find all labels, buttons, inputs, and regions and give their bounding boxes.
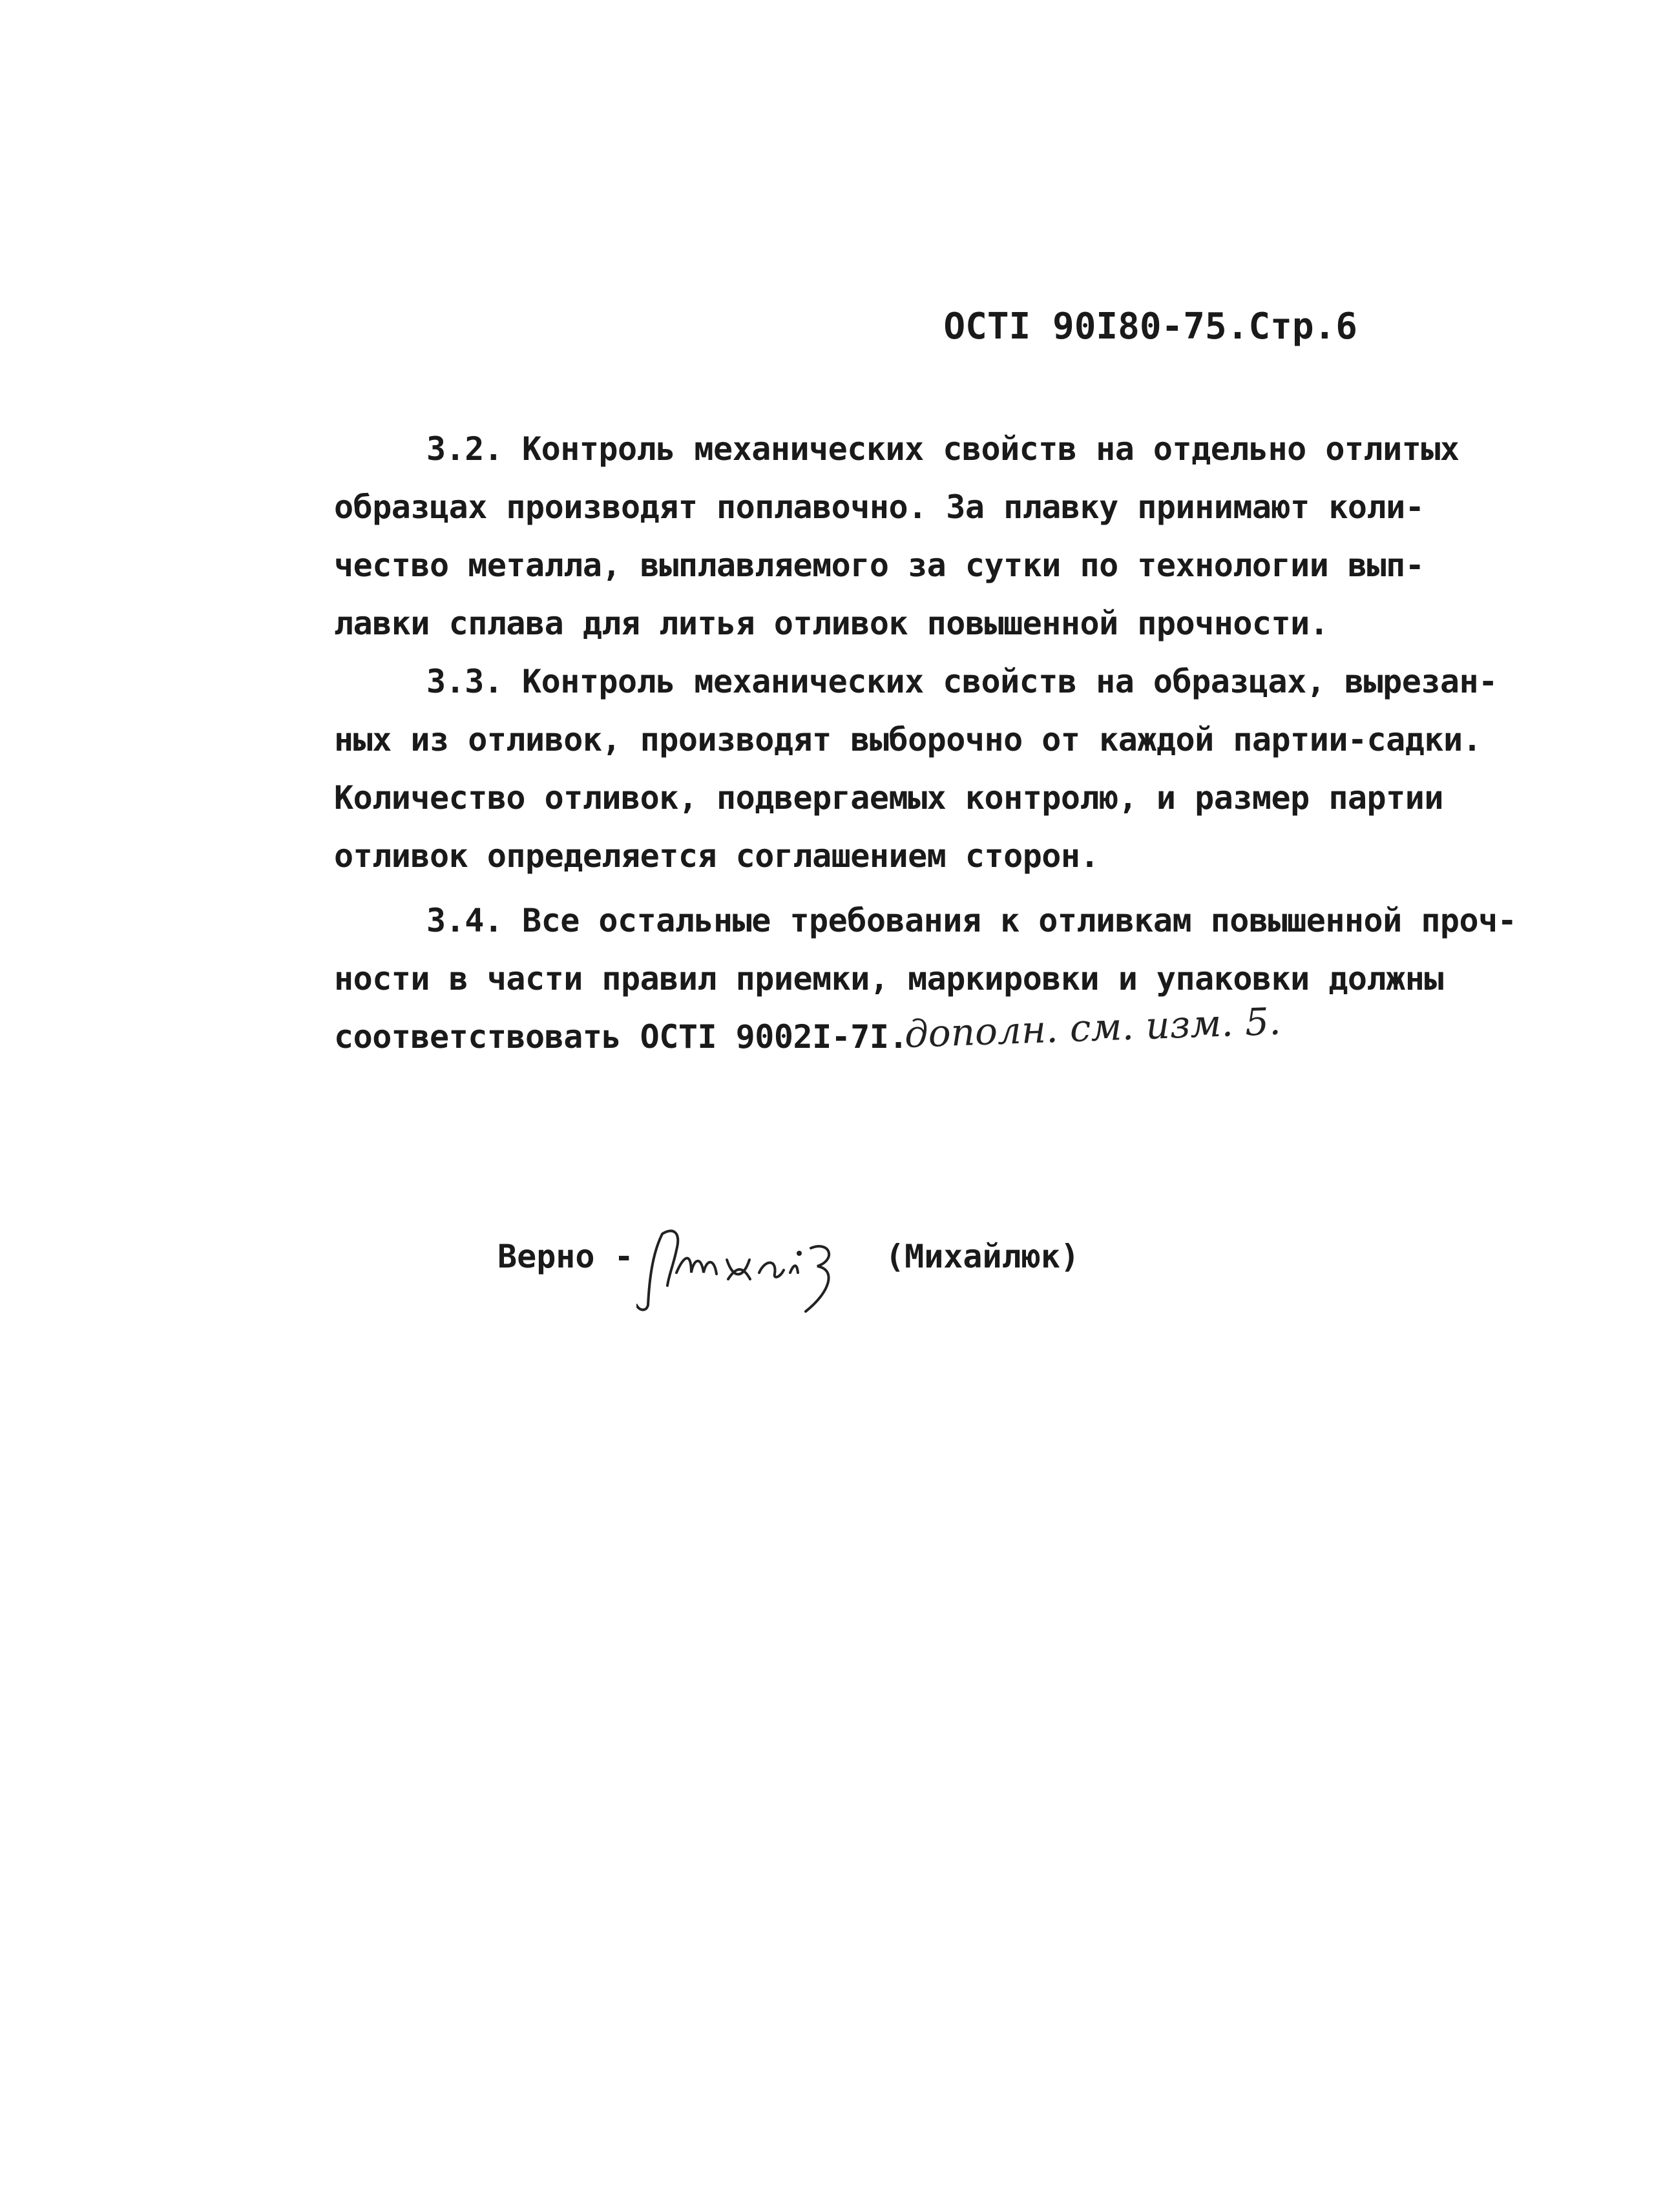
text-line: 3.3. Контроль механических свойств на образцах, вырезан- bbox=[426, 663, 1498, 700]
text-line: чество металла, выплавляемого за сутки по технологии вып- bbox=[334, 547, 1425, 584]
text-line: соответствовать ОСТI 9002I-7I. bbox=[334, 1018, 908, 1056]
text-line: ности в части правил приемки, маркировки и упаковки должны bbox=[334, 960, 1443, 997]
signer-name: (Михайлюк) bbox=[885, 1238, 1080, 1275]
text-line: образцах производят поплавочно. За плавку принимают коли- bbox=[334, 488, 1425, 526]
handwritten-signature bbox=[636, 1215, 850, 1318]
text-line: отливок определяется соглашением сторон. bbox=[334, 837, 1100, 875]
text-line: лавки сплава для литья отливок повышенной прочности. bbox=[334, 605, 1329, 642]
document-header-code: ОСТI 90I80-75.Стр.6 bbox=[943, 306, 1357, 348]
text-line: 3.2. Контроль механических свойств на отдельно отлитых bbox=[426, 430, 1460, 468]
handwritten-amendment-note: дополн. см. изм. 5. bbox=[903, 999, 1282, 1056]
text-line: Количество отливок, подвергаемых контролю, и размер партии bbox=[334, 779, 1443, 817]
text-line: ных из отливок, производят выборочно от каждой партии-садки. bbox=[334, 721, 1482, 758]
text-line: 3.4. Все остальные требования к отливкам повышенной проч- bbox=[426, 902, 1517, 939]
verno-label: Верно - bbox=[497, 1238, 634, 1275]
